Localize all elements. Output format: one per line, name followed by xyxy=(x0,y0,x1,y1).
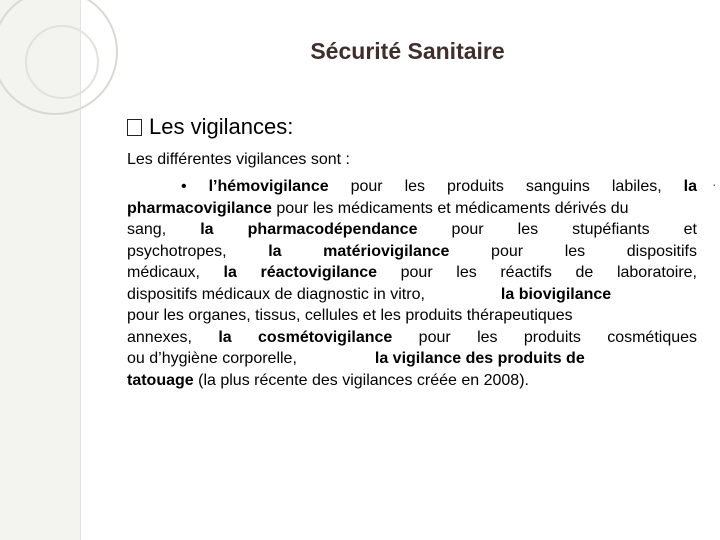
text-run: pour les médicaments et médicaments dérivés du xyxy=(271,199,629,217)
subheading-label: Les vigilances: xyxy=(149,114,294,139)
text-run: pour les réactifs de laboratoire, xyxy=(377,264,697,281)
term-tatouage-end: tatouage xyxy=(127,371,194,389)
text-line xyxy=(127,305,697,327)
text-run: médicaux, xyxy=(127,264,200,281)
text-run: annexes, xyxy=(127,328,192,346)
text-run: pour les produits sanguins labiles, xyxy=(328,178,662,195)
text-run: pour les dispositifs xyxy=(449,242,698,260)
stray-mark: · xyxy=(712,176,717,192)
text-line xyxy=(127,262,697,284)
term-tatouage: la vigilance des produits de xyxy=(374,350,585,367)
text-line xyxy=(127,327,697,349)
term-pharmacodependance: la pharmacodépendance xyxy=(200,221,418,238)
text-line xyxy=(127,176,697,198)
text-run: pour les stupéfiants et xyxy=(417,221,697,238)
text-line xyxy=(127,370,697,392)
text-line xyxy=(127,241,697,263)
subheading xyxy=(127,114,293,140)
term-pharmacovigilance: pharmacovigilance xyxy=(127,199,272,217)
term-reactovigilance: la réactovigilance xyxy=(223,264,378,281)
text-line xyxy=(127,284,697,306)
text-line xyxy=(127,198,697,220)
text-run: (la plus récente des vigilances créée en 2008). xyxy=(193,371,529,389)
vigilance-paragraph xyxy=(127,176,697,391)
term-cosmetovigilance: la cosmétovigilance xyxy=(218,328,393,346)
text-run: pour les organes, tissus, cellules et les produits thérapeutiques xyxy=(127,307,573,324)
text-run: dispositifs médicaux de diagnostic in vitro, xyxy=(127,285,425,303)
text-run: ou d’hygiène corporelle, xyxy=(127,350,297,367)
text-line xyxy=(127,219,697,241)
term-hemovigilance: l’hémovigilance xyxy=(208,178,329,195)
text-run: sang, xyxy=(127,221,167,238)
text-line xyxy=(127,348,697,370)
text-run: la xyxy=(683,178,697,195)
slide-title: Sécurité Sanitaire xyxy=(310,38,505,64)
term-biovigilance: la biovigilance xyxy=(500,285,612,303)
checkbox-icon xyxy=(127,119,142,136)
intro-text: Les différentes vigilances sont : xyxy=(127,151,350,168)
term-materiovigilance: la matériovigilance xyxy=(268,242,450,260)
text-run: psychotropes, xyxy=(127,242,227,260)
text-run: pour les produits cosmétiques xyxy=(392,328,698,346)
bullet-icon: • xyxy=(181,178,187,195)
